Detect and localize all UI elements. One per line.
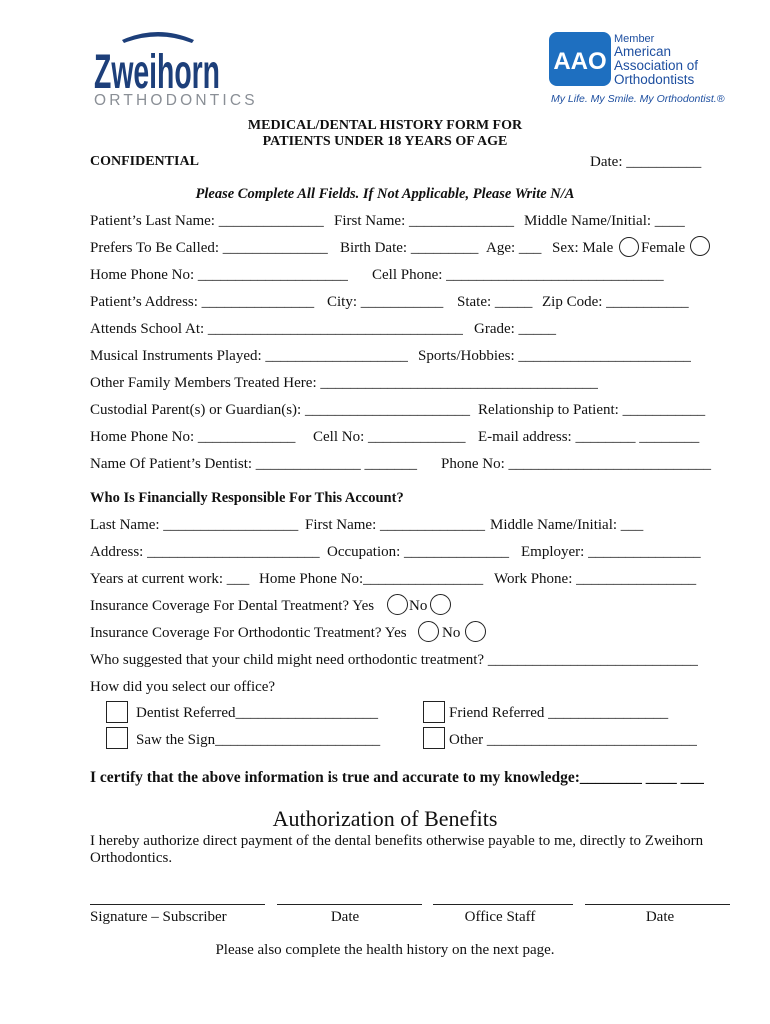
- parent-home-phone-field[interactable]: Home Phone No: _____________: [90, 429, 296, 445]
- dentist-referred-checkbox[interactable]: [106, 701, 128, 723]
- sports-hobbies-field[interactable]: Sports/Hobbies: _______________________: [418, 348, 691, 364]
- zweihorn-logo: [94, 30, 222, 92]
- dentist-referred-field[interactable]: Dentist Referred___________________: [136, 705, 379, 721]
- dentist-phone-field[interactable]: Phone No: ___________________________: [441, 456, 711, 472]
- years-at-work-field[interactable]: Years at current work: ___: [90, 571, 250, 587]
- subscriber-date-line[interactable]: [277, 904, 422, 905]
- saw-sign-checkbox[interactable]: [106, 727, 128, 749]
- dentist-name-field[interactable]: Name Of Patient’s Dentist: ______________ _______: [90, 456, 418, 472]
- city-field[interactable]: City: ___________: [327, 294, 444, 310]
- patient-middle-name-field[interactable]: Middle Name/Initial: ____: [524, 213, 685, 229]
- patient-last-name-field[interactable]: Patient’s Last Name: ______________: [90, 213, 324, 229]
- patient-address-field[interactable]: Patient’s Address: _______________: [90, 294, 315, 310]
- subscriber-signature-line[interactable]: [90, 904, 265, 905]
- office-selection-label: How did you select our office?: [90, 679, 276, 695]
- authorization-heading: Authorization of Benefits: [272, 806, 498, 831]
- certification-statement[interactable]: I certify that the above information is true and accurate to my knowledge:________ ____ ___: [90, 769, 704, 786]
- saw-sign-field[interactable]: Saw the Sign______________________: [136, 732, 381, 748]
- friend-referred-checkbox[interactable]: [423, 701, 445, 723]
- instruments-field[interactable]: Musical Instruments Played: ___________________: [90, 348, 408, 364]
- referral-source-field[interactable]: Who suggested that your child might need orthodontic treatment? ____________________________: [90, 652, 698, 668]
- dental-insurance-no-radio[interactable]: [430, 594, 451, 615]
- financial-heading: Who Is Financially Responsible For This Account?: [90, 490, 404, 506]
- subscriber-signature-label: Signature – Subscriber: [90, 909, 227, 925]
- patient-first-name-field[interactable]: First Name: ______________: [334, 213, 514, 229]
- office-staff-signature-line[interactable]: [433, 904, 573, 905]
- form-title-line2: PATIENTS UNDER 18 YEARS OF AGE: [262, 134, 508, 149]
- home-phone-field[interactable]: Home Phone No: ____________________: [90, 267, 348, 283]
- aao-name-line3: Orthodontists: [614, 72, 695, 87]
- instructions: Please Complete All Fields. If Not Applicable, Please Write N/A: [195, 186, 575, 202]
- aao-name-line1: American: [614, 44, 672, 59]
- family-members-field[interactable]: Other Family Members Treated Here: _____________________________________: [90, 375, 598, 391]
- prefers-to-be-called-field[interactable]: Prefers To Be Called: ______________: [90, 240, 328, 256]
- parent-cell-field[interactable]: Cell No: _____________: [313, 429, 466, 445]
- zip-code-field[interactable]: Zip Code: ___________: [542, 294, 689, 310]
- cell-phone-field[interactable]: Cell Phone: _____________________________: [372, 267, 664, 283]
- resp-address-field[interactable]: Address: _______________________: [90, 544, 320, 560]
- grade-field[interactable]: Grade: _____: [474, 321, 557, 337]
- other-field[interactable]: Other ____________________________: [449, 732, 697, 748]
- dental-insurance-no-label: No: [409, 598, 428, 614]
- dental-insurance-yes-radio[interactable]: [387, 594, 408, 615]
- office-date-label: Date: [645, 909, 675, 925]
- form-title-line1: MEDICAL/DENTAL HISTORY FORM FOR: [247, 118, 523, 133]
- office-staff-label: Office Staff: [464, 909, 536, 925]
- footer-note: Please also complete the health history on the next page.: [215, 942, 555, 958]
- other-checkbox[interactable]: [423, 727, 445, 749]
- date-field[interactable]: Date: __________: [590, 154, 702, 170]
- aao-badge-icon: [549, 32, 611, 86]
- confidential-label: CONFIDENTIAL: [90, 154, 199, 169]
- aao-tagline: My Life. My Smile. My Orthodontist.®: [551, 93, 725, 105]
- ortho-insurance-yes-radio[interactable]: [418, 621, 439, 642]
- aao-member-label: Member: [614, 33, 655, 45]
- aao-name-line2: Association of: [614, 58, 699, 73]
- email-field[interactable]: E-mail address: ________ ________: [478, 429, 700, 445]
- resp-home-phone-field[interactable]: Home Phone No:________________: [259, 571, 484, 587]
- birth-date-field[interactable]: Birth Date: _________: [340, 240, 479, 256]
- svg-text:Zweihorn: Zweihorn: [94, 46, 220, 92]
- friend-referred-field[interactable]: Friend Referred ________________: [449, 705, 669, 721]
- school-field[interactable]: Attends School At: __________________________________: [90, 321, 463, 337]
- ortho-insurance-label: Insurance Coverage For Orthodontic Treatment? Yes: [90, 625, 407, 641]
- sex-male-radio[interactable]: [619, 237, 639, 257]
- relationship-field[interactable]: Relationship to Patient: ___________: [478, 402, 706, 418]
- work-phone-field[interactable]: Work Phone: ________________: [494, 571, 697, 587]
- occupation-field[interactable]: Occupation: ______________: [327, 544, 510, 560]
- sex-label: Sex: Male: [552, 240, 614, 256]
- age-field[interactable]: Age: ___: [486, 240, 542, 256]
- resp-first-name-field[interactable]: First Name: ______________: [305, 517, 485, 533]
- subscriber-date-label: Date: [330, 909, 360, 925]
- svg-text:AAO: AAO: [553, 48, 607, 75]
- custodial-parent-field[interactable]: Custodial Parent(s) or Guardian(s): ______________________: [90, 402, 470, 418]
- logo-subtitle: ORTHODONTICS: [94, 92, 258, 109]
- dental-insurance-label: Insurance Coverage For Dental Treatment? Yes: [90, 598, 375, 614]
- ortho-insurance-no-radio[interactable]: [465, 621, 486, 642]
- sex-female-label: Female: [641, 240, 686, 256]
- authorization-text: I hereby authorize direct payment of the dental benefits otherwise payable to me, directly to Zweihorn Orthodontics.: [90, 833, 704, 866]
- sex-female-radio[interactable]: [690, 236, 710, 256]
- ortho-insurance-no-label: No: [442, 625, 461, 641]
- resp-middle-name-field[interactable]: Middle Name/Initial: ___: [490, 517, 644, 533]
- state-field[interactable]: State: _____: [457, 294, 533, 310]
- employer-field[interactable]: Employer: _______________: [521, 544, 701, 560]
- resp-last-name-field[interactable]: Last Name: __________________: [90, 517, 299, 533]
- office-date-line[interactable]: [585, 904, 730, 905]
